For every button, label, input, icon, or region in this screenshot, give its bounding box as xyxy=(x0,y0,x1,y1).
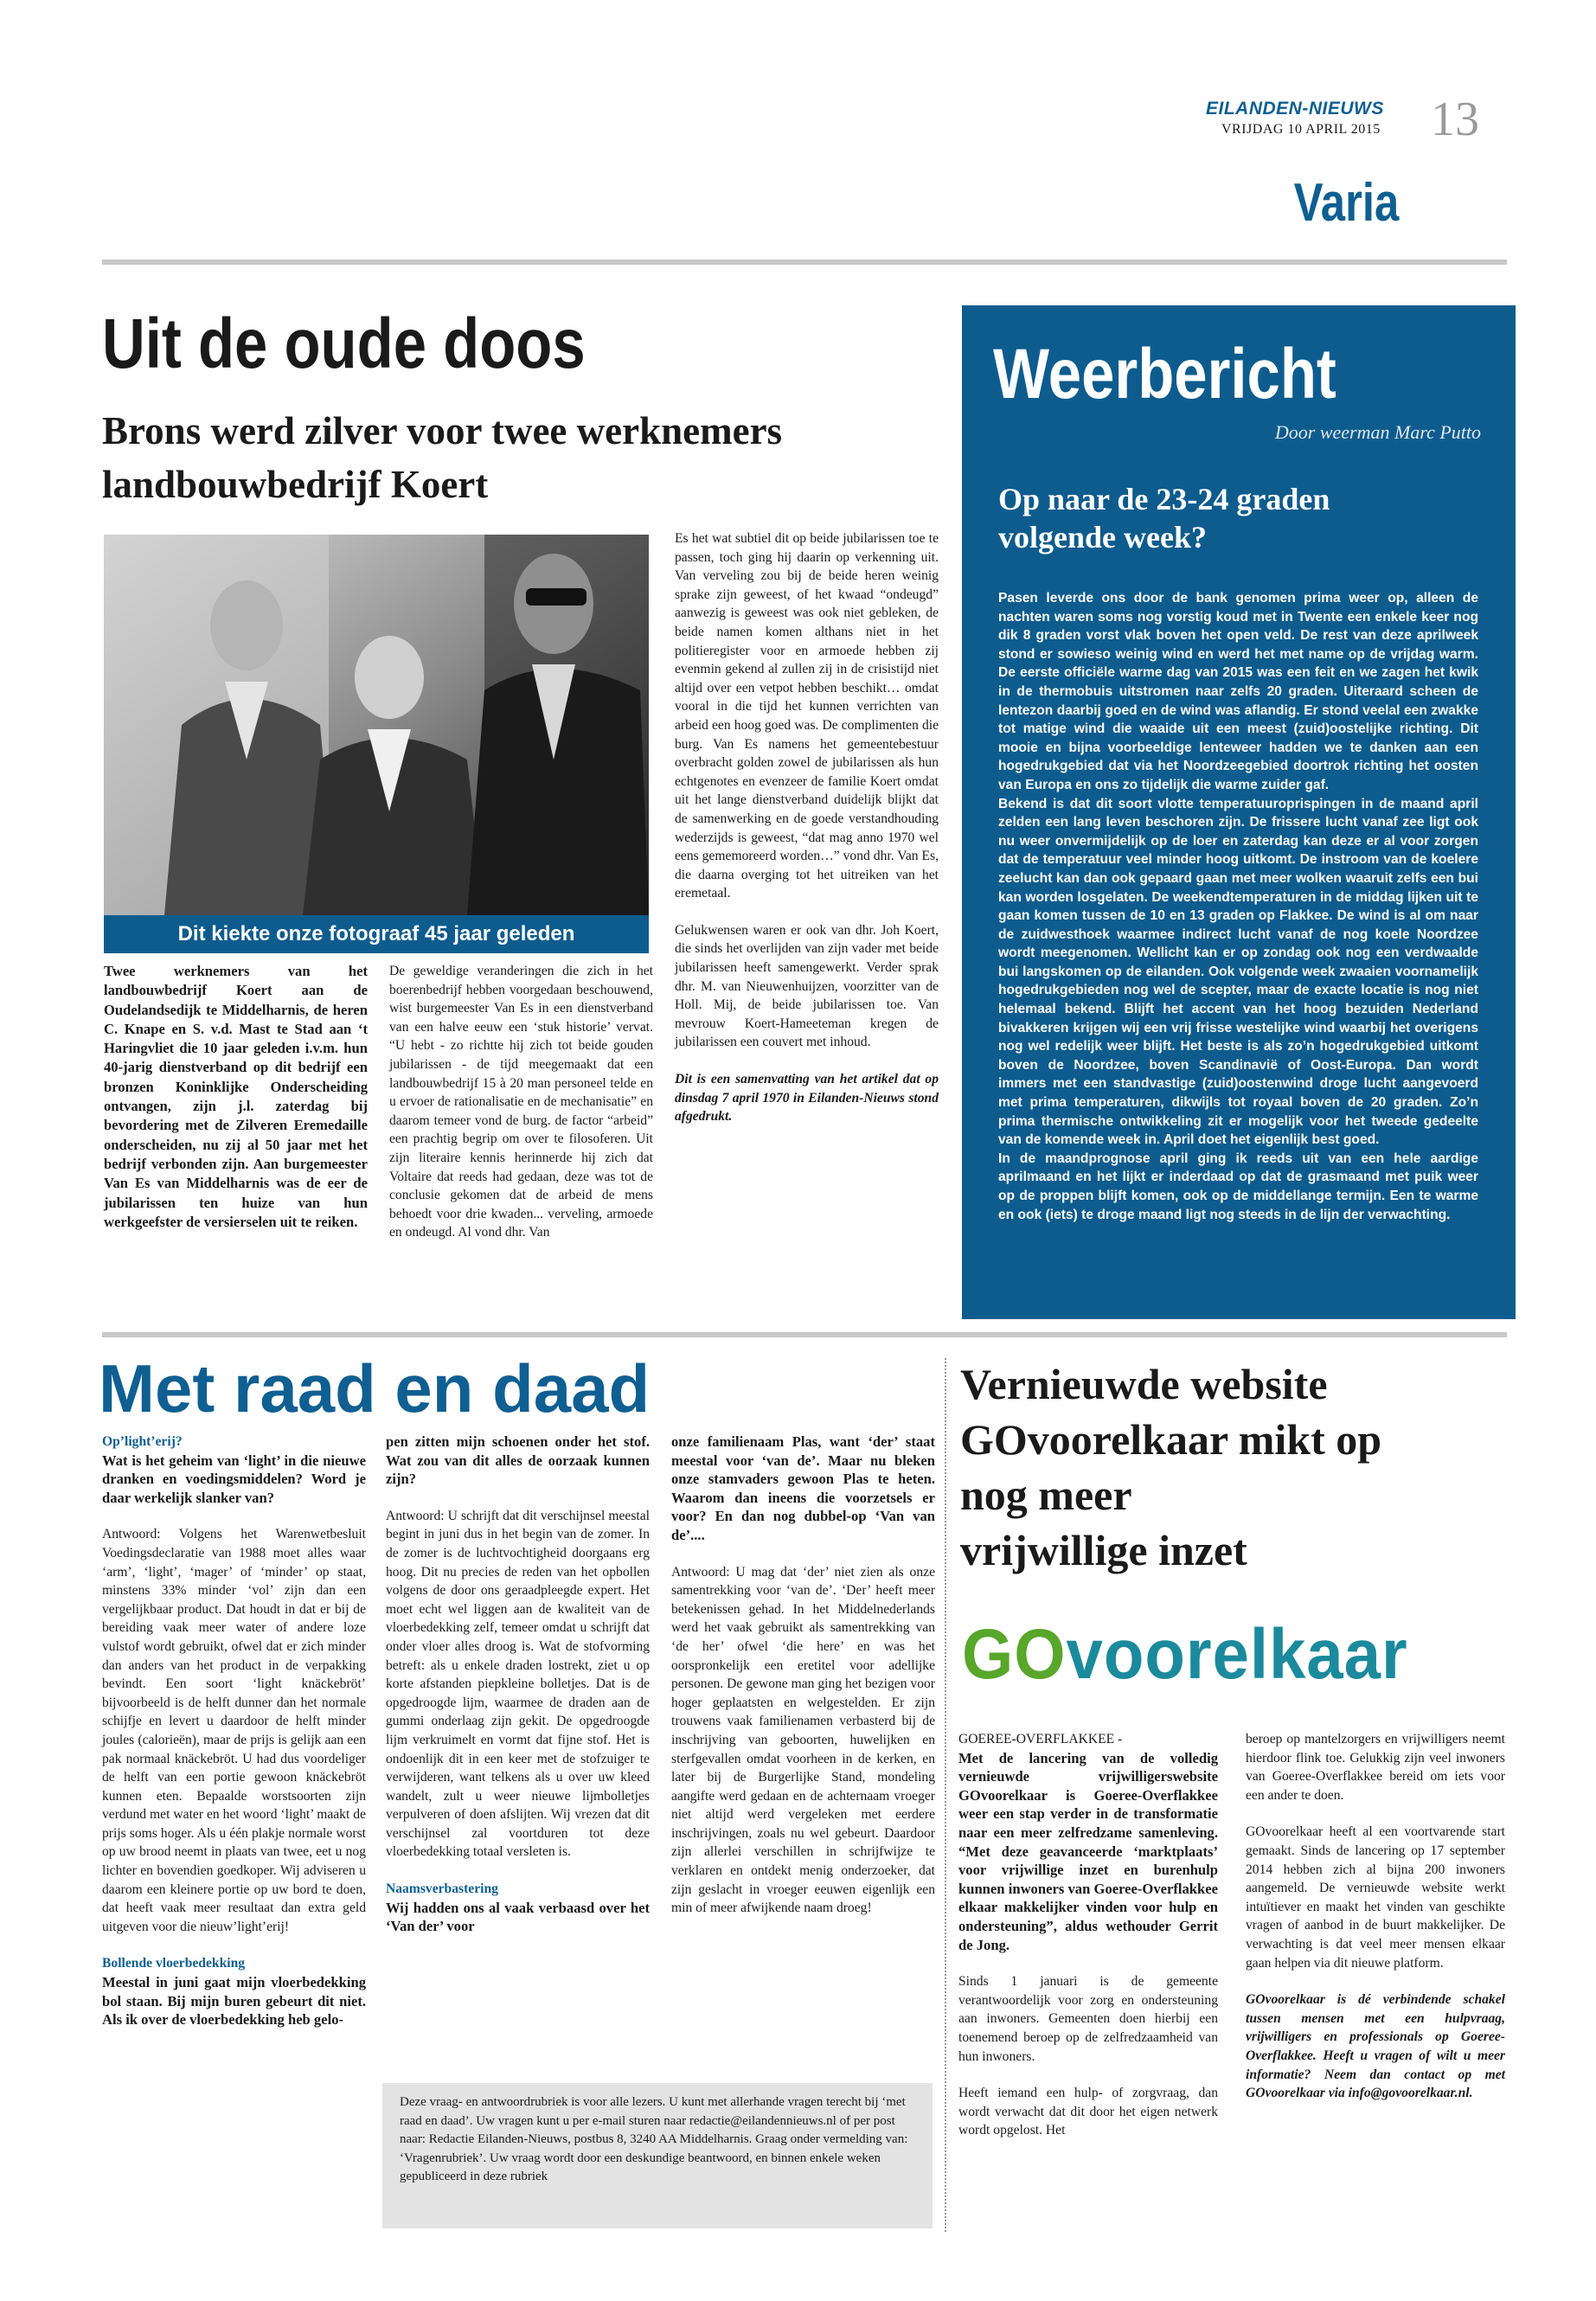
page-number: 13 xyxy=(1431,93,1479,146)
oude-doos-intro: Twee werknemers van het landbouwbedrijf Koert aan de Oudelandsedijk te Middelharnis, de heren C. Knape en S. v.d. Mast te Stad aan ‘t Haringvliet die 10 jaar geleden i.v.m. hun 40-jarig dienstverband op dit bedrijf een bronzen Koninklijke Onderscheiding ontvangen, zijn j.l. zaterdag bij bevordering met de Zilveren Eremedaille onderscheiden, nu zij al 50 jaar met het bedrijf verbonden zijn. Aan burgemeester Van Es van Middelharnis was de eer de jubilarissen ten huize van hun werkgeefster de versierselen uit te reiken. xyxy=(104,963,368,1230)
section-title: Varia xyxy=(1293,173,1399,233)
oude-doos-headline-2: landbouwbedrijf Koert xyxy=(102,463,489,506)
middle-rule xyxy=(102,1332,1507,1337)
weather-paragraph-1: Pasen leverde ons door de bank genomen prima weer op, alleen de nachten waren soms nog vorstig koud met in Twente een enkele keer nog dik 8 graden vorst vlak boven het open veld. De rest van deze aprilweek stond er sowieso weinig wind en werd het met name op de vrijdag warm. De eerste officiële warme dag van 2015 was een feit en we zagen het kwik in de thermobuis uitstromen naar zelfs 20 graden. Uiteraard scheen de lentezon daarbij goed en de wind was aflandig. Er stond veelal een zwakke tot matige wind die waaide uit een meest (zuid)oostelijke richting. Dit mooie en bijna voorbeeldige lenteweer hadden we te danken aan een hogedrukgebied dat via het Noordzeegebied doortrok richting het oosten van Europa en ons zo tijdelijk die warme zuider gaf. xyxy=(998,591,1478,792)
oude-doos-header: Uit de oude doos xyxy=(102,304,586,383)
masthead-date: VRIJDAG 10 APRIL 2015 xyxy=(1221,122,1381,137)
weather-headline-2: volgende week? xyxy=(998,520,1207,554)
raad-section3-answer: Antwoord: U mag dat ‘der’ niet zien als onze samentrekking voor ‘van de’. ‘Der’ heeft meer betekenissen gehad. In het Middelnederlands werd het vaak gebruikt als samentrekking van ‘de her’ ofwel ‘die here’ en was het oorspronkelijk een eretitel voor adellijke personen. De gewone man ging het bezigen voor hoger geplaatsten en welgestelden. Er zijn trouwens vaak familienamen verbasterd bij de inschrijving van geboorten, huwelijken en sterfgevallen omdat voorheen in de kerken, en later bij de Burgerlijke Stand, mondeling aangifte werd gedaan en de achternaam vroeger niet altijd werd vergeleken met eerdere inschrijvingen, zoals nu wel gebeurt. Daardoor zijn allerlei verschillen in schrijfwijze te verklaren en ontdekt menig onderzoeker, dat zijn geslacht in vroeger eeuwen eigenlijk een min of meer afwijkende naam droeg! xyxy=(671,1564,935,1916)
raad-section3-question-b: onze familienaam Plas, want ‘der’ staat meestal voor ‘van de’. Maar nu bleken onze stamvaders gewoon Plas te heten. Waarom dan ineens die voorzetsels er voor? En dan nog dubbel-op ‘Van van de’.... xyxy=(671,1433,935,1543)
raad-title: Met raad en daad xyxy=(99,1350,651,1426)
website-col2 xyxy=(1246,1730,1505,2103)
weather-body xyxy=(998,589,1478,1224)
top-rule xyxy=(102,260,1507,265)
raad-section2-label: Bollende vloerbedekking xyxy=(102,1956,246,1971)
website-paragraph-3: beroep op mantelzorgers en vrijwilligers neemt hierdoor flink toe. Gelukkig zijn veel inwoners van Goeree-Overflakkee bereid om iets voor een ander te doen. xyxy=(1246,1732,1505,1803)
website-paragraph-4: GOvoorelkaar heeft al een voortvarende start gemaakt. Sinds de lancering op 17 september 2014 hebben zich al bijna 200 inwoners aangemeld. De vernieuwde website werkt intuïtiever en maakt het vinden van geschikte vragen of aanbod in de buurt makkelijker. De verwachting is dat veel meer mensen elkaar gaan helpen via dit nieuwe platform. xyxy=(1246,1824,1505,1971)
raad-section3-question-a: Wij hadden ons al vaak verbaasd over het ‘Van der’ voor xyxy=(386,1899,650,1935)
raad-col3 xyxy=(671,1433,935,1918)
website-headline-line-1: Vernieuwde website xyxy=(960,1360,1328,1408)
website-headline xyxy=(960,1356,1381,1578)
oude-doos-headline-1: Brons werd zilver voor twee werknemers xyxy=(102,409,783,452)
raad-section2-question-b: pen zitten mijn schoenen onder het stof. Wat zou van dit alles de oorzaak kunnen zijn? xyxy=(386,1433,650,1488)
website-dateline-text: GOEREE-OVERFLAKKEE xyxy=(958,1732,1115,1747)
website-col1 xyxy=(958,1730,1218,2140)
column-divider xyxy=(945,1358,946,2232)
logo-go: GO xyxy=(962,1615,1067,1694)
masthead-paper: EILANDEN-NIEUWS xyxy=(1206,99,1384,119)
historical-photo xyxy=(104,535,649,915)
website-paragraph-5: GOvoorelkaar is dé verbindende schakel tussen mensen met een hulpvraag, vrijwilligers en professionals op Goeree-Overflakkee. Heeft u vragen of wilt u meer informatie? Neem dan contact op met GOvoorelkaar via info@govoorelkaar.nl. xyxy=(1246,1992,1505,2101)
raad-section2-answer: Antwoord: U schrijft dat dit verschijnsel meestal begint in juni dus in het begin van de zomer. In de zomer is de luchtvochtigheid doorgaans erg hoog. Dit nu precies de reden van het opbollen volgens de door ons geraadpleegde expert. Het moet echt wel liggen aan de kwaliteit van de vloerbedekking zelf, temeer omdat u schrijft dat onder vloer alles droog is. Wat de stofvorming betreft: als u enkele draden lostrekt, ziet u op korte afstanden piepkleine bolletjes. Dat is de opgedroogde lijm, waarmee de draden aan de gummi onderlaag zijn gekit. De opgedroogde lijm verkruimelt en vormt dat fijne stof. Het is ondoenlijk dit in een keer met de stofzuiger te verwijderen, want telkens als u over uw kleed wandelt, zult u weer nieuwe lijmbolletjes verpulveren of doen afslijten. Wij vrezen dat dit verschijnsel zal voortduren tot deze vloerbedekking totaal versleten is. xyxy=(386,1508,650,1860)
oude-doos-body-col3 xyxy=(675,529,939,1126)
weather-paragraph-2: Bekend is dat dit soort vlotte temperatuuroprispingen in de maand april zelden een lang leven beschoren zijn. De frissere lucht vanaf zee ligt ook nu weer onvermijdelijk op de loer en zaterdag kan deze er al voor zorgen dat de temperatuur veel minder hoog uitkomt. De instroom van de koelere zeelucht kan dan ook gepaard gaan met meer wolken waaruit zelfs een bui kan worden losgelaten. De weekendtemperaturen in de middag lijken uit te gaan komen tussen de 10 en 13 graden op Flakkee. De wind is al om naar de zuidwesthoek waarmee indirect lucht vanaf de nog koele Noordzee wordt meegenomen. Wellicht kan er op zondag ook nog een verdwaalde bui langskomen op de eilanden. Ook volgende week zwaaien voornamelijk hogedrukgebieden nog wel de scepter, maar de exacte locatie is nog niet helemaal bekend. Blijft het accent van het hoog bezuiden Nederland bivakkeren krijgen wij een vrij frisse westelijke wind waarbij het overigens nog wel redelijk weer blijft. Het beste is als zo’n hogedrukgebied uitkomt boven de Noordzee, boven Scandinavië of Oost-Europa. Dan wordt immers met een standvastige (zuid)oostenwind droge lucht aangevoerd met prima temperaturen, dikwijls tot royaal boven de 20 graden. Zo’n prima thermische ontwikkeling zit er mogelijk voor het tweede gedeelte van de komende week in. April doet het eigenlijk best goed. xyxy=(998,796,1478,1148)
oude-doos-col3-paragraph-2: Gelukwensen waren er ook van dhr. Joh Koert, die sinds het overlijden van zijn vader met beide jubilarissen heeft samengewerkt. Verder sprak dhr. M. van Nieuwenhuijzen, voorzitter van de Holl. Mij, de beide jubilarissen toe. Van mevrouw Koert-Hameeteman kregen de jubilarissen een couvert met inhoud. xyxy=(675,922,939,1050)
weather-box xyxy=(962,305,1516,1319)
govoorelkaar-logo xyxy=(962,1616,1408,1694)
website-paragraph-2: Heeft iemand een hulp- of zorgvraag, dan wordt verwacht dat dit door het eigen netwerk wordt opgelost. Het xyxy=(958,2086,1218,2138)
raad-section2-question-a: Meestal in juni gaat mijn vloerbedekking bol staan. Bij mijn buren gebeurt dit niet. Als ik over de vloerbedekking heb gelo- xyxy=(102,1974,366,2029)
raad-section1-answer: Antwoord: Volgens het Warenwetbesluit Voedingsdeclaratie van 1988 moet alles waar ‘arm’, ‘light’, ‘mager’ of ‘minder’ op staat, minstens 33% minder ‘vol’ zijn dan een vergelijkbaar product. Dat houdt in dat er bij de bereiding vaak meer water of andere loze vulstof wordt gebruikt, ofwel dat er zich minder dan anders van het product in de verpakking bevindt. Een soort ‘light knäckebröt’ bijvoorbeeld is de helft dunner dan het normale schijfje en levert u daardoor de helft minder joules (calorieën), maar de prijs is gelijk aan een pak normaal knäckebröt. U had dus voordeliger de helft van een portie gewoon knäckebröt kunnen eten. Bepaalde worstsoorten zijn verdund met water en het woord ‘light’ maakt de prijs soms hoger. Als u één plakje normale worst op uw brood neemt in plaats van twee, eet u nog lichter en bovendien goedkoper. Wij adviseren u daarom een kleinere portie op uw bord te doen, dat heeft vaak meer resultaat dan extra geld uitgeven voor die nieuw’light’erij! xyxy=(102,1527,366,1934)
raad-col1 xyxy=(102,1433,366,2029)
raad-info-text: Deze vraag- en antwoordrubriek is voor alle lezers. U kunt met allerhande vragen terecht bij ‘met raad en daad’. Uw vragen kunt u per e-mail sturen naar redactie@eilandennieuws.nl of per post naar: Redactie Eilanden-Nieuws, postbus 8, 3240 AA Middelharnis. Graag onder vermelding van: ‘Vragenrubriek’. Uw vraag wordt door een deskundige beantwoord, en binnen enkele weken gepubliceerd in deze rubriek xyxy=(400,2095,908,2183)
oude-doos-note: Dit is een samenvatting van het artikel dat op dinsdag 7 april 1970 in Eilanden-Nieuws stond afgedrukt. xyxy=(675,1072,939,1125)
website-headline-line-3: nog meer xyxy=(960,1471,1132,1519)
raad-col2 xyxy=(386,1433,650,1936)
weather-byline: Door weerman Marc Putto xyxy=(1274,421,1481,443)
weather-paragraph-3: In de maandprognose april ging ik reeds uit van een hele aardige aprilmaand en het lijkt er inderdaad op dat de grasmaand met puik weer op de proppen blijft komen, ook op de middellange termijn. Een te warme en ook (iets) te droge maand ligt nog steeds in de lijn der verwachting. xyxy=(998,1150,1478,1222)
logo-voorelkaar: voorelkaar xyxy=(1066,1615,1408,1694)
raad-section1-label: Op’light’erij? xyxy=(102,1434,183,1449)
raad-section1-question: Wat is het geheim van ‘light’ in die nieuwe dranken en voedingsmiddelen? Word je daar werkelijk slanker van? xyxy=(102,1452,366,1506)
oude-doos-body-col2: De geweldige veranderingen die zich in het boerenbedrijf hebben voorgedaan beschouwend, wist burgemeester Van Es in een dienstverband van een halve eeuw een ‘stuk historie’ vervat. “U hebt - zo richtte hij zich tot beide gouden jubilarissen - de tijd meegemaakt dat een landbouwbedrijf 15 à 20 man personeel telde en u ervoer de rationalisatie en de mechanisatie” en daarom temeer vond de burg. de factor “arbeid” een prachtig begrip om over te filosoferen. Uit zijn literaire kennis herinnerde hij zich dat Voltaire dat reeds had gedaan, deze was tot de conclusie gekomen dat de arbeid de mens behoedt voor drie kwaden... verveling, armoede en ondeugd. Al vond dhr. Van xyxy=(389,964,653,1240)
website-headline-line-4: vrijwillige inzet xyxy=(960,1526,1247,1574)
website-dateline: GOEREE-OVERFLAKKEE - xyxy=(958,1732,1123,1747)
raad-info-box xyxy=(382,2083,933,2228)
website-headline-line-2: GOvoorelkaar mikt op xyxy=(960,1415,1382,1464)
website-paragraph-1: Sinds 1 januari is de gemeente verantwoordelijk voor zorg en ondersteuning aan inwoners. Gemeenten doen hierbij een toenemend beroep op de zelfredzaamheid van hun inwoners. xyxy=(958,1974,1218,2064)
raad-section3-label: Naamsverbastering xyxy=(386,1881,498,1897)
weather-title: Weerbericht xyxy=(993,335,1336,413)
oude-doos-col3-paragraph-1: Es het wat subtiel dit op beide jubilarissen toe te passen, toch ging hij daarin op verkenning uit. Van verveling zou bij de beide heren weinig sprake zijn geweest, of het kwaad “ondeugd” aanwezig is geweest was ook niet gebleken, de beide namen komen althans niet in het politieregister voor en armoede hebben zij evenmin gekend al zullen zij in de crisistijd niet altijd over een vetpot hebben beschikt… omdat vooral in die tijd het kunnen verrichten van arbeid een hoog goed was. De complimenten die burg. Van Es namens het gemeentebestuur overbracht golden zowel de jubilarissen als hun echtgenotes en evenzeer de familie Koert omdat uit het lange dienstverband duidelijk blijkt dat de samenwerking en de goede verstandhouding wederzijds is geweest, “dat mag anno 1970 wel eens gememoreerd worden…” vond dhr. Van Es, die daarna overging tot het uitreiken van het eremetaal. xyxy=(675,531,939,901)
weather-headline-1: Op naar de 23-24 graden xyxy=(998,482,1330,516)
photo-illustration xyxy=(104,535,649,915)
website-intro: Met de lancering van de volledig vernieuwde vrijwilligerswebsite GOvoorelkaar is Goeree-Overflakkee weer een stap verder in de transformatie naar een meer zelfredzame samenleving. “Met deze geavanceerde ‘marktplaats’ voor vrijwillige inzet en burenhulp kunnen inwoners van Goeree-Overflakkee elkaar makkelijker vinden voor hulp en ondersteuning”, aldus wethouder Gerrit de Jong. xyxy=(958,1749,1218,1953)
photo-caption: Dit kiekte onze fotograaf 45 jaar geleden xyxy=(104,915,649,953)
